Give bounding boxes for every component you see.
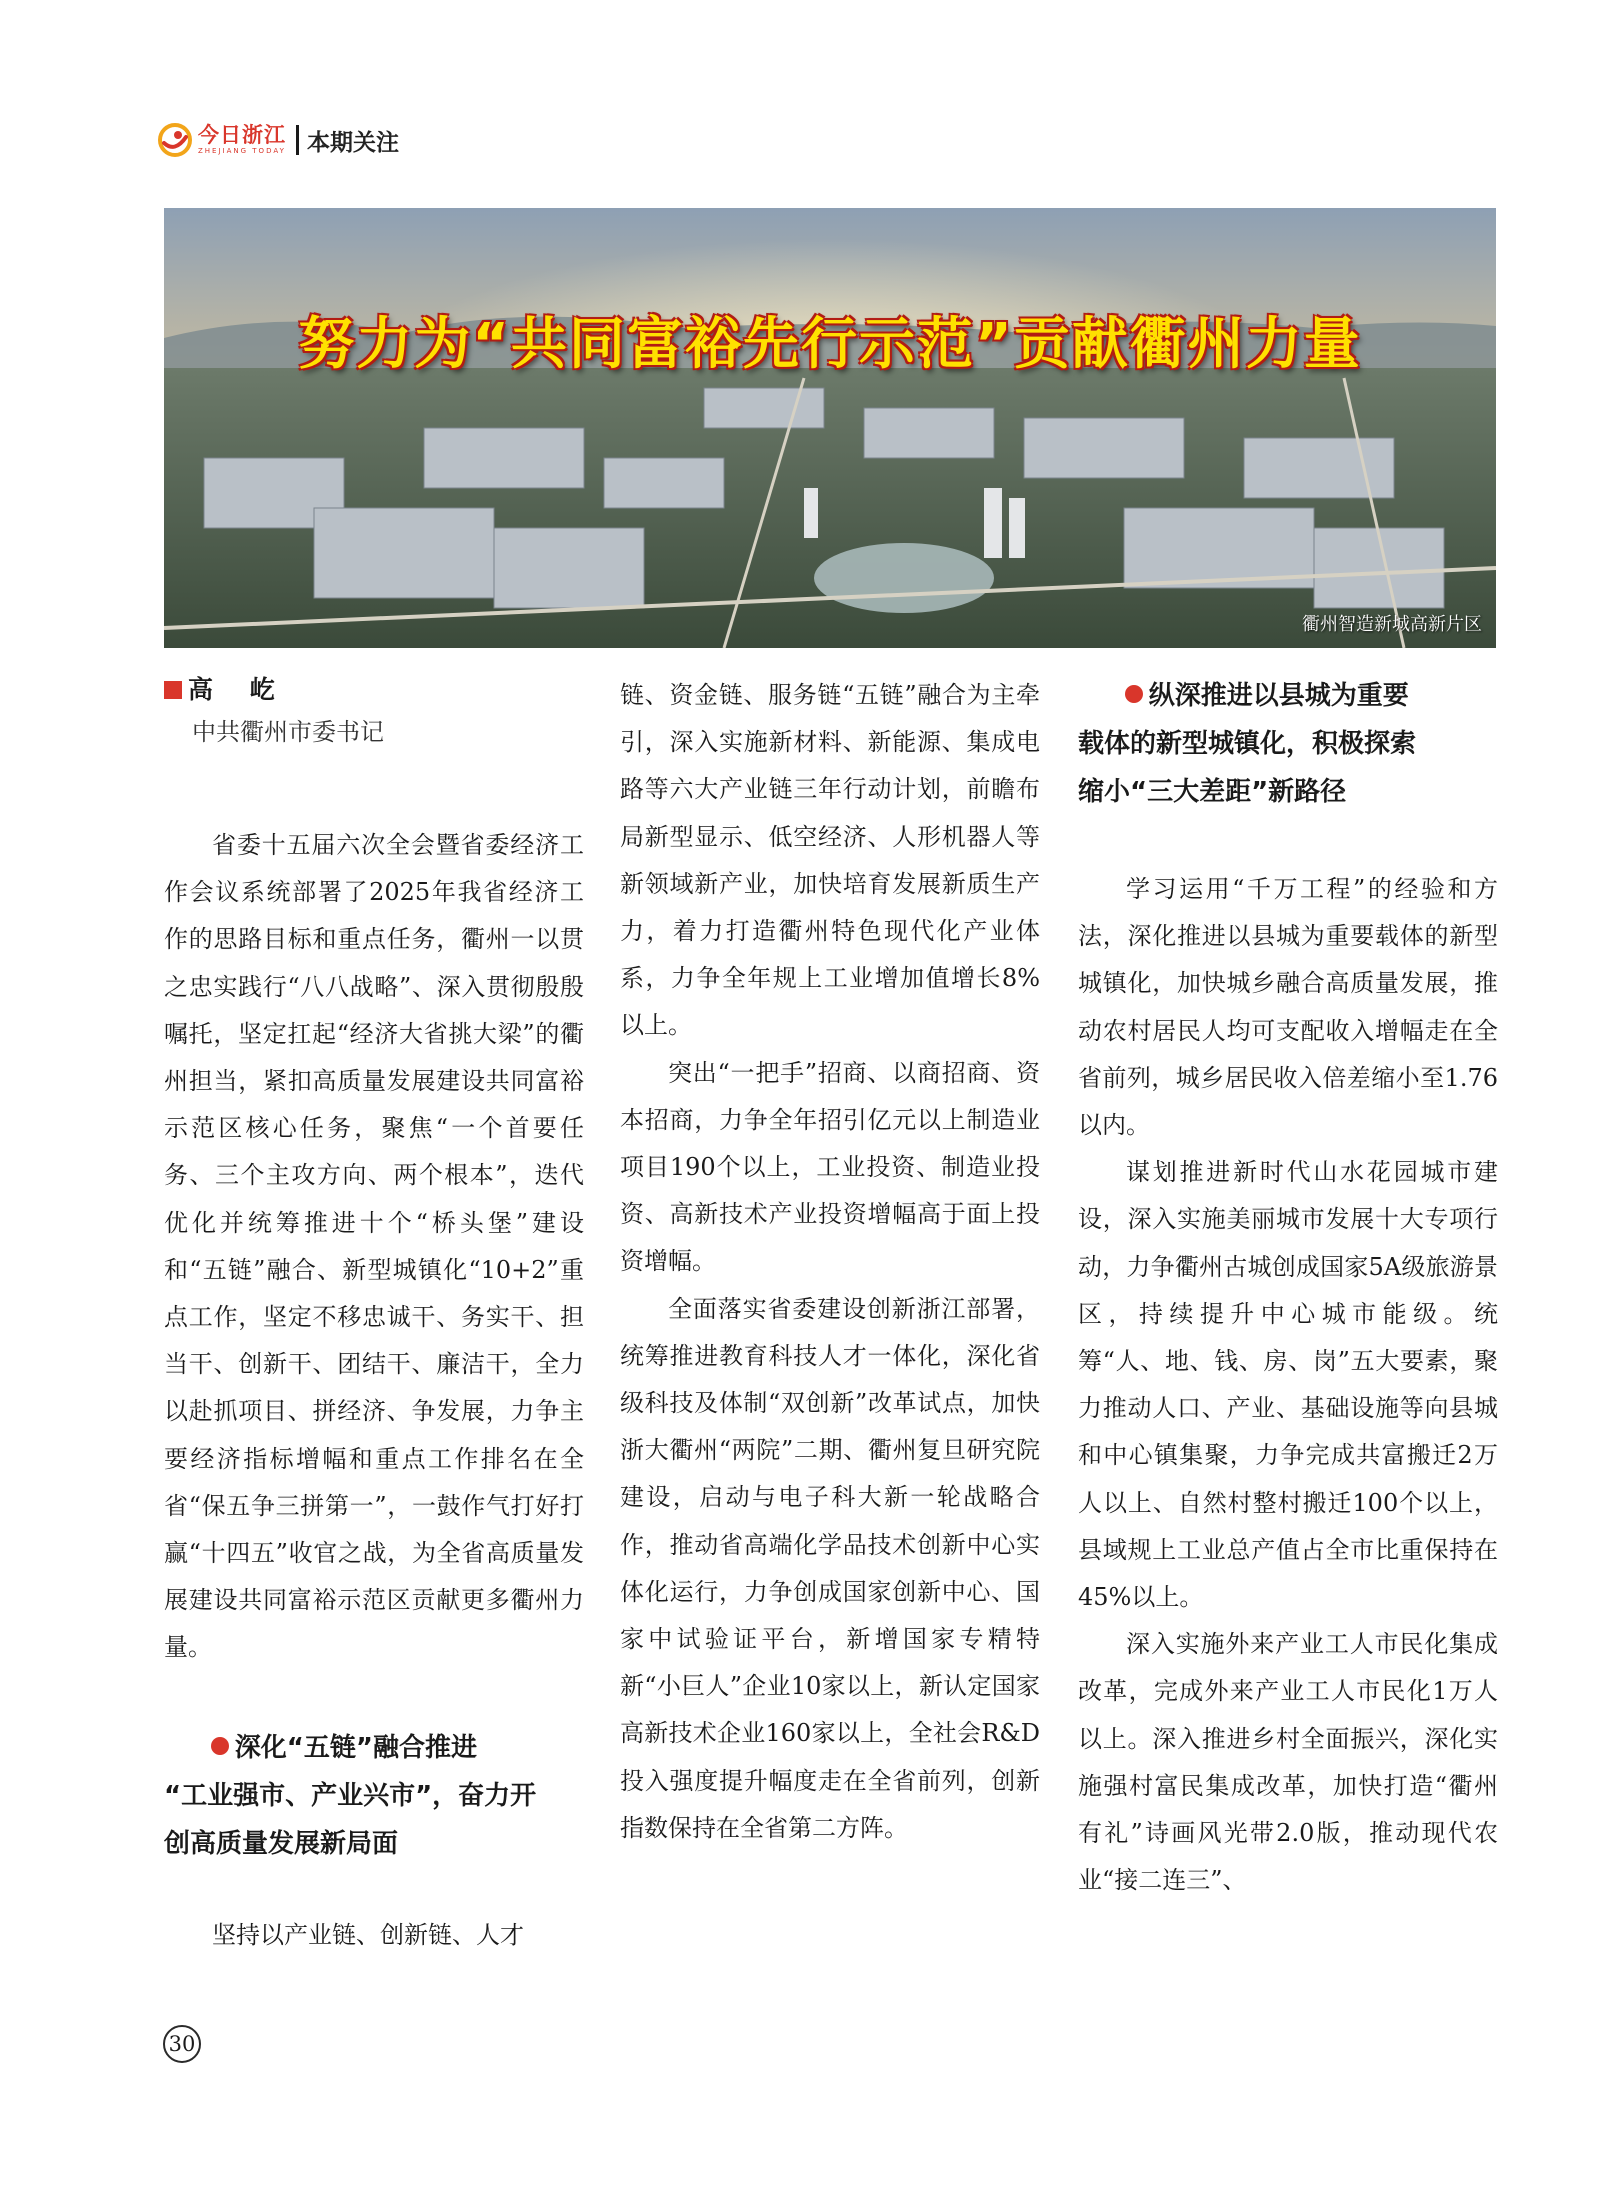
paragraph: 链、资金链、服务链“五链”融合为主牵引，深入实施新材料、新能源、集成电路等六大产业链三年行动计划，前瞻布局新型显示、低空经济、人形机器人等新领域新产业，加快培育发展新质生产力，着力打造衢州特色现代化产业体系，力争全年规上工业增加值增长8%以上。 xyxy=(620,681,1040,1040)
logo-english: ZHEJIANG TODAY xyxy=(198,147,286,155)
author-title: 中共衢州市委书记 xyxy=(192,718,384,746)
section-heading xyxy=(1078,672,1498,816)
paragraph: 全面落实省委建设创新浙江部署，统筹推进教育科技人才一体化，深化省级科技及体制“双创新”改革试点，加快浙大衢州“两院”二期、衢州复旦研究院建设，启动与电子科大新一轮战略合作，推动省高端化学品技术创新中心实体化运行，力争创成国家创新中心、国家中试验证平台，新增国家专精特新“小巨人”企业10家以上，新认定国家高新技术企业160家以上，全社会R&D投入强度提升幅度走在全省前列，创新指数保持在全省第二方阵。 xyxy=(620,1294,1040,1842)
logo-text xyxy=(198,125,286,155)
section-heading-line: 纵深推进以县城为重要 xyxy=(1148,681,1409,711)
column-1 xyxy=(164,672,584,1959)
logo-chinese: 今日浙江 xyxy=(198,123,286,147)
article-title: 努力为“共同富裕先行示范”贡献衢州力量 xyxy=(298,312,1362,377)
paragraph: 省委十五届六次全会暨省委经济工作会议系统部署了2025年我省经济工作的思路目标和重点任务，衢州一以贯之忠实践行“八八战略”、深入贯彻殷殷嘱托，坚定扛起“经济大省挑大梁”的衢州担当，紧扣高质量发展建设共同富裕示范区核心任务，聚焦“一个首要任务、三个主攻方向、两个根本”，迭代优化并统筹推进十个“桥头堡”建设和“五链”融合、新型城镇化“10+2”重点工作，坚定不移忠诚干、务实干、担当干、创新干、团结干、廉洁干，全力以赴抓项目、拼经济、争发展，力争主要经济指标增幅和重点工作排名在全省“保五争三拼第一”，一鼓作气打好打赢“十四五”收官之战，为全省高质量发展建设共同富裕示范区贡献更多衢州力量。 xyxy=(164,831,584,1662)
paragraph: 突出“一把手”招商、以商招商、资本招商，力争全年招引亿元以上制造业项目190个以上，工业投资、制造业投资、高新技术产业投资增幅高于面上投资增幅。 xyxy=(620,1058,1040,1276)
section-heading-line: 创高质量发展新局面 xyxy=(164,1828,399,1859)
zhejiang-today-logo-icon xyxy=(158,123,192,157)
section-heading xyxy=(164,1724,584,1868)
photo-caption: 衢州智造新城高新片区 xyxy=(1302,614,1482,635)
paragraph: 学习运用“千万工程”的经验和方法，深化推进以县城为重要载体的新型城镇化，加快城乡融合高质量发展，推动农村居民人均可支配收入增幅走在全省前列，城乡居民收入倍差缩小至1.76以内。 xyxy=(1078,875,1498,1140)
paragraph: 谋划推进新时代山水花园城市建设，深入实施美丽城市发展十大专项行动，力争衢州古城创成国家5A级旅游景区，持续提升中心城市能级。统筹“人、地、钱、房、岗”五大要素，聚力推动人口、产业、基础设施等向县城和中心镇集聚，力争完成共富搬迁2万人以上、自然村整村搬迁100个以上，县域规上工业总产值占全市比重保持在45%以上。 xyxy=(1078,1158,1498,1612)
page-number: 30 xyxy=(163,2025,201,2063)
column-2 xyxy=(620,672,1040,1852)
paragraph: 深入实施外来产业工人市民化集成改革，完成外来产业工人市民化1万人以上。深入推进乡村全面振兴，深化实施强村富民集成改革，加快打造“衢州有礼”诗画风光带2.0版，推动现代农业“接二连三”、 xyxy=(1078,1630,1498,1895)
paragraph: 坚持以产业链、创新链、人才 xyxy=(212,1920,524,1949)
section-heading-line: “工业强市、产业兴市”，奋力开 xyxy=(164,1780,537,1811)
hero-photo xyxy=(164,208,1496,648)
section-name: 本期关注 xyxy=(307,129,399,156)
red-dot-icon xyxy=(211,1737,229,1755)
author-line xyxy=(164,672,584,708)
section-heading-line: 载体的新型城镇化，积极探索 xyxy=(1078,729,1417,759)
column-3 xyxy=(1078,672,1498,1904)
author-name: 高 屹 xyxy=(188,675,289,704)
section-heading-line: 深化“五链”融合推进 xyxy=(234,1732,477,1763)
red-square-icon xyxy=(164,681,182,699)
masthead-divider xyxy=(296,125,299,155)
section-heading-line: 缩小“三大差距”新路径 xyxy=(1078,777,1347,807)
city-aerial-illustration xyxy=(164,208,1496,648)
masthead xyxy=(158,118,399,162)
red-dot-icon xyxy=(1125,685,1143,703)
